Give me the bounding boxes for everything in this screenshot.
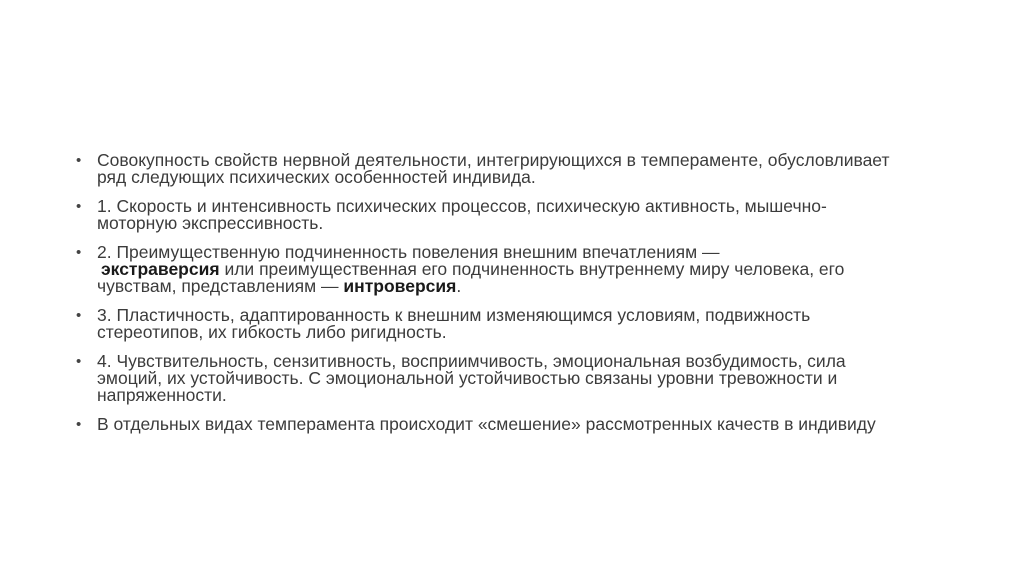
bullet-item-3	[72, 307, 902, 341]
bullet-item-2	[72, 244, 902, 295]
bullet-dot: •	[76, 307, 82, 324]
bullet-dot: •	[76, 198, 82, 215]
bullet-text: 4. Чувствительность, сензитивность, восприимчивость, эмоциональная возбудимость, сила эмоций, их устойчивость. С эмоциональной устойчивостью связаны уровни тревожности и напряженности.	[97, 351, 846, 405]
bullet-text-part1: 2. Преимущественную подчиненность повеления внешним впечатлениям —	[97, 242, 720, 262]
bullet-item-intro	[72, 152, 902, 186]
bullet-text: В отдельных видах темперамента происходит «смешение» рассмотренных качеств в индивиду	[97, 414, 876, 434]
bullet-text-part3: .	[456, 276, 462, 296]
bullet-list	[72, 152, 902, 445]
bullet-text: 3. Пластичность, адаптированность к внешним изменяющимся условиям, подвижность стереотипов, их гибкость либо ригидность.	[97, 305, 811, 342]
bullet-dot: •	[76, 353, 82, 370]
bullet-text: Совокупность свойств нервной деятельности, интегрирующихся в темпераменте, обусловливает ряд следующих психических особенностей индивида.	[97, 150, 890, 187]
bullet-text: 1. Скорость и интенсивность психических процессов, психическую активность, мышечно-моторную экспрессивность.	[97, 196, 827, 233]
bullet-item-5	[72, 416, 902, 433]
term-introversion: интроверсия	[343, 276, 457, 296]
bullet-dot: •	[76, 152, 82, 169]
term-extraversion: экстраверсия	[101, 259, 220, 279]
bullet-item-1	[72, 198, 902, 232]
bullet-text-part2: или преимущественная его подчиненность внутреннему миру человека, его чувствам, представлениям —	[97, 259, 845, 296]
bullet-dot: •	[76, 244, 82, 261]
bullet-dot: •	[76, 416, 82, 433]
bullet-item-4	[72, 353, 902, 404]
